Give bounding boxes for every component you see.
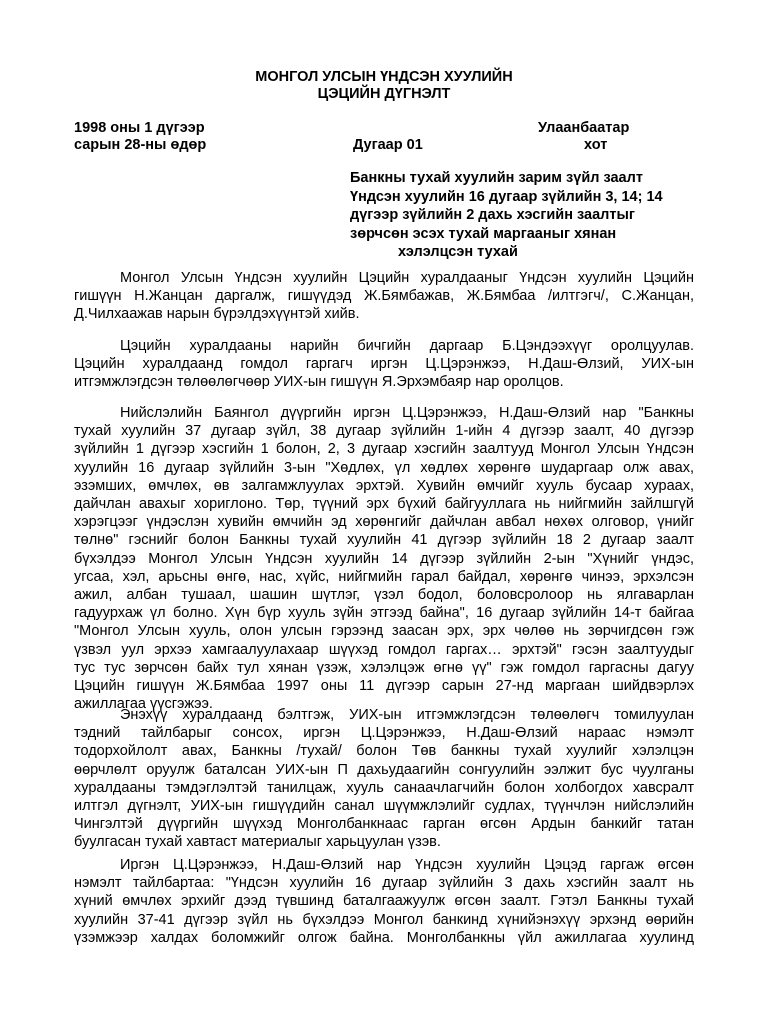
paragraph-line: Иргэн Ц.Цэрэнжээ, Н.Даш-Өлзий нар Үндсэн хуулийн Цэцэд гаргаж өгсөн [120,857,694,873]
paragraph-line: Монгол Улсын Үндсэн хуулийн Цэцийн хуралдааныг Үндсэн хуулийн Цэцийн [120,270,694,286]
city-line-2: хот [584,137,608,153]
paragraph-line: тодорхойлолт авах, Банкны /тухай/ болон Төв банкны тухай хуулийг хэлэлцэн [74,743,694,760]
paragraph-line: хуулийн 37-41 дүгээр зүйл нь бүхэлдээ Монгол банкинд хүнийэнэхүү эрхэнд өөрийн [74,911,694,928]
paragraph-line: дайчлан авахыг хориглоно. Төр, түүний эрх бүхий байгууллага нь нийгмийн зайлшгүй [74,496,694,513]
paragraph-line: бүхэлдээ Монгол Улсын Үндсэн хуулийн 14 дүгээр зүйлийн 2-ын "Хүнийг үндэс, [74,550,694,567]
subject-line: зөрчсөн эсэх тухай маргааныг хянан [350,225,617,242]
date-line-2: сарын 28-ны өдөр [74,137,207,153]
paragraph-line: илтгэл дүгнэлт, УИХ-ын гишүүдийн санал шүүмжлэлийг судлах, түүнчлэн нийслэлийн [74,798,694,815]
paragraph-line: хүний өмчлөх эрхийг дээд түвшинд баталгаажуулж өгсөн заалт. Гэтэл Банкны тухай [74,893,694,910]
city-line-1: Улаанбаатар [538,120,630,136]
paragraph-line: зүйлийн 1 дүгээр хэсгийн 1 болон, 2, 3 дугаар хэсгийн заалтууд Монгол Улсын Үндсэн [74,441,694,458]
paragraph-line: тэдний тайлбарыг сонсох, иргэн Ц.Цэрэнжээ, Н.Даш-Өлзий нараас нэмэлт [74,725,694,742]
paragraph-line: ажил, албан тушаал, шашин шүтлэг, үзэл бодол, боловсролоор нь ялгаварлан [74,587,694,604]
subject-line: Үндсэн хуулийн 16 дугаар зүйлийн 3, 14; 14 [350,188,663,205]
paragraph-line: угсаа, хэл, арьсны өнгө, нас, хүйс, нийгмийн гарал байдал, хөрөнгө чинээ, эрхэлсэн [74,568,694,585]
paragraph-4 [74,706,694,852]
paragraph-1 [74,269,694,324]
subject-line: дүгээр зүйлийн 2 дахь хэсгийн заалтыг [350,207,635,223]
paragraph-line: Цэцийн хуралдааны нарийн бичгийн даргаар Б.Цэндээхүүг оролцуулав. [120,338,694,354]
paragraph-line: нэмэлт тайлбартаа: "Үндсэн хуулийн 16 дугаар зүйлийн 3 дахь хэсгийн заалт нь [74,875,694,892]
paragraph-line: Энэхүү хуралдаанд бэлтгэж, УИХ-ын итгэмжлэгдсэн төлөөлөгч томилуулан [120,707,694,723]
paragraph-line: итгэмжлэгдсэн төлөөлөгчөөр УИХ-ын гишүүн Я.Эрхэмбаяр нар оролцов. [74,374,564,391]
paragraph-3 [74,404,694,713]
subject-line: Банкны тухай хуулийн зарим зүйл заалт [350,170,643,186]
paragraph-line: эзэмших, өмчлөх, өв залгамжлуулах эрхтэй. Хувийн өмчийг хууль бусаар хураах, [74,477,694,494]
paragraph-line: Цэцийн гишүүн Ж.Бямбаа 1997 оны 11 дүгээр сарын 27-нд маргаан шийдвэрлэх [74,678,694,695]
paragraph-line: үзвэл уул эрхээ хамгаалуулахаар шүүхэд гомдол гаргах… эрхтэй" гэсэн заалтуудыг [74,641,694,658]
paragraph-line: Д.Чилхаажав нарын бүрэлдэхүүнтэй хийв. [74,306,360,323]
paragraph-line: хуулийн 16 дугаар зүйлийн 3-ын "Хөдлөх, үл хөдлөх хөрөнгө шударгаар олж авах, [74,459,694,476]
paragraph-line: Нийслэлийн Баянгол дүүргийн иргэн Ц.Цэрэнжээ, Н.Даш-Өлзий нар "Банкны [120,405,694,421]
date-line-1: 1998 оны 1 дүгээр [74,120,205,136]
document-number: Дугаар 01 [353,137,423,153]
paragraph-line: өөрчлөлт оруулж баталсан УИХ-ын П дахьудаагийн сонгуулийн ээлжит бус чуулганы [74,761,694,778]
paragraph-line: хуралдааны тэмдэглэлтэй танилцаж, хууль санаачлагчийн болон холбогдох хавсралт [74,779,694,796]
paragraph-line: Цэцийн хуралдаанд гомдол гаргагч иргэн Ц.Цэрэнжээ, Н.Даш-Өлзий, УИХ-ын [74,356,694,373]
paragraph-2 [74,337,694,392]
paragraph-line: үзэмжээр халдах боломжийг олгож байна. Монголбанкны үйл ажиллагаа хуулинд [74,929,694,946]
document-subject [350,169,700,262]
document-title-line-2: ЦЭЦИЙН ДҮГНЭЛТ [317,86,451,102]
paragraph-line: гадуурхаж үл болно. Хүн бүр хууль зүйн этгээд байна", 16 дугаар зүйлийн 14-т байгаа [74,605,694,622]
paragraph-line: гишүүн Н.Жанцан даргалж, гишүүдэд Ж.Бямбажав, Ж.Бямбаа /илтгэгч/, С.Жанцан, [74,288,694,305]
paragraph-line: ажиллагаа үүсгэжээ. [74,696,213,713]
paragraph-line: Чингэлтэй дүүргийн шүүхэд Монголбанкнаас гарган өгсөн Ардын банкийг татан [74,816,694,833]
subject-line: хэлэлцсэн тухай [398,244,518,260]
paragraph-line: хэрэгцээг үндэслэн хувийн өмчийн эд хөрөнгийг дайчлан авбал нөхөх олговор, үнийг [74,514,694,531]
paragraph-line: тухай хуулийн 37 дугаар зүйл, 38 дугаар зүйлийн 1-ийн 4 дүгээр заалт, 40 дүгээр [74,423,694,440]
paragraph-line: буулгасан тухай хавтаст материалыг харьцуулан үзэв. [74,834,441,851]
paragraph-line: тус тус зөрчсөн байх тул хянан үзэж, хэлэлцэж өгнө үү" гэж гомдол гаргасны дагуу [74,659,694,676]
paragraph-line: төлнө" гэснийг болон Банкны тухай хуулийн 41 дүгээр зүйлийн 18 2 дугаар заалт [74,532,694,549]
paragraph-5 [74,856,694,947]
paragraph-line: "Монгол Улсын хууль, олон улсын гэрээнд заасан эрх, эрх чөлөө нь зөрчигдсөн гэж [74,623,694,640]
document-title-line-1: МОНГОЛ УЛСЫН ҮНДСЭН ХУУЛИЙН [255,69,513,85]
